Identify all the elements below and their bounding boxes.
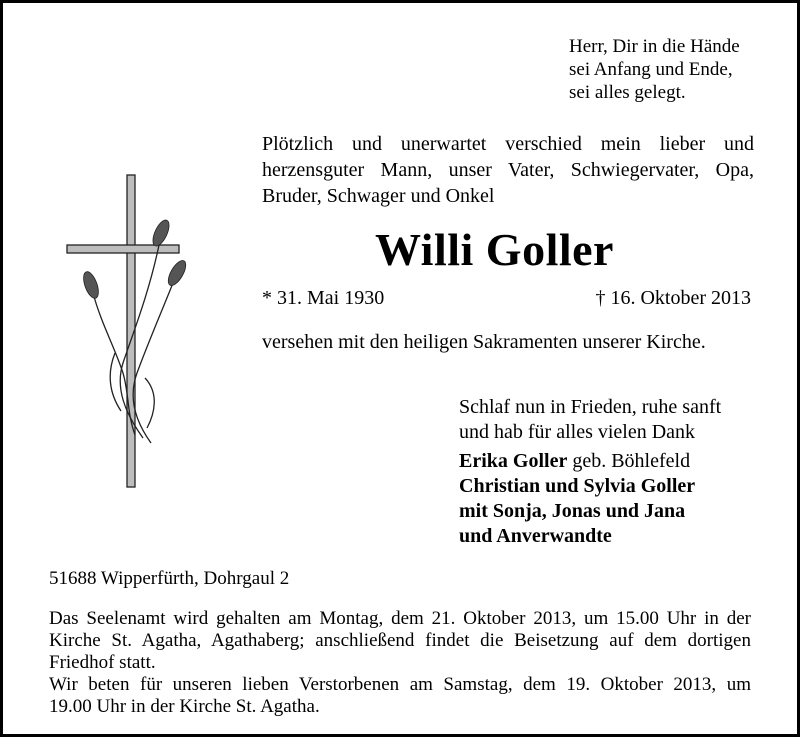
motto-line: Herr, Dir in die Hände bbox=[569, 36, 740, 57]
birth-date: * 31. Mai 1930 bbox=[262, 287, 385, 309]
cross-with-wheat-icon bbox=[63, 173, 203, 493]
motto-line: sei Anfang und Ende, bbox=[569, 59, 733, 80]
farewell-verse bbox=[459, 395, 721, 445]
deceased-name: Willi Goller bbox=[375, 224, 614, 275]
service-line: Wir beten für unseren lieben Verstorbenen am Samstag, dem 19. Oktober 2013, um bbox=[49, 674, 751, 695]
mourner-line bbox=[459, 474, 695, 499]
death-date: † 16. Oktober 2013 bbox=[595, 287, 751, 309]
verse-line: und hab für alles vielen Dank bbox=[459, 421, 696, 443]
mourner-name: Erika Goller bbox=[459, 450, 568, 472]
mourner-name: und Anverwandte bbox=[459, 525, 612, 547]
motto-verse bbox=[569, 35, 740, 104]
intro-line: Bruder, Schwager und Onkel bbox=[262, 185, 495, 207]
motto-line: sei alles gelegt. bbox=[569, 82, 686, 103]
service-line: Das Seelenamt wird gehalten am Montag, dem 21. Oktober 2013, um 15.00 Uhr in der bbox=[49, 608, 751, 629]
service-line: Kirche St. Agatha, Agathaberg; anschließend findet die Beisetzung auf dem dortigen bbox=[49, 630, 751, 651]
intro-text bbox=[262, 131, 754, 209]
intro-line: herzensguter Mann, unser Vater, Schwiegervater, Opa, bbox=[262, 159, 754, 181]
mourner-name: Christian und Sylvia Goller bbox=[459, 475, 696, 497]
mourners-list bbox=[459, 449, 695, 549]
service-line: 19.00 Uhr in der Kirche St. Agatha. bbox=[49, 696, 320, 717]
service-details bbox=[49, 608, 751, 718]
maiden-name: geb. Böhlefeld bbox=[567, 450, 691, 472]
address: 51688 Wipperfürth, Dohrgaul 2 bbox=[49, 568, 290, 589]
intro-line: Plötzlich und unerwartet verschied mein lieber und bbox=[262, 133, 754, 155]
mourner-line bbox=[459, 449, 695, 474]
sacraments-line: versehen mit den heiligen Sakramenten unserer Kirche. bbox=[262, 331, 706, 353]
verse-line: Schlaf nun in Frieden, ruhe sanft bbox=[459, 396, 722, 418]
mourner-line bbox=[459, 524, 695, 549]
service-line: Friedhof statt. bbox=[49, 652, 156, 673]
mourner-line bbox=[459, 499, 695, 524]
mourner-name: mit Sonja, Jonas und Jana bbox=[459, 500, 686, 522]
